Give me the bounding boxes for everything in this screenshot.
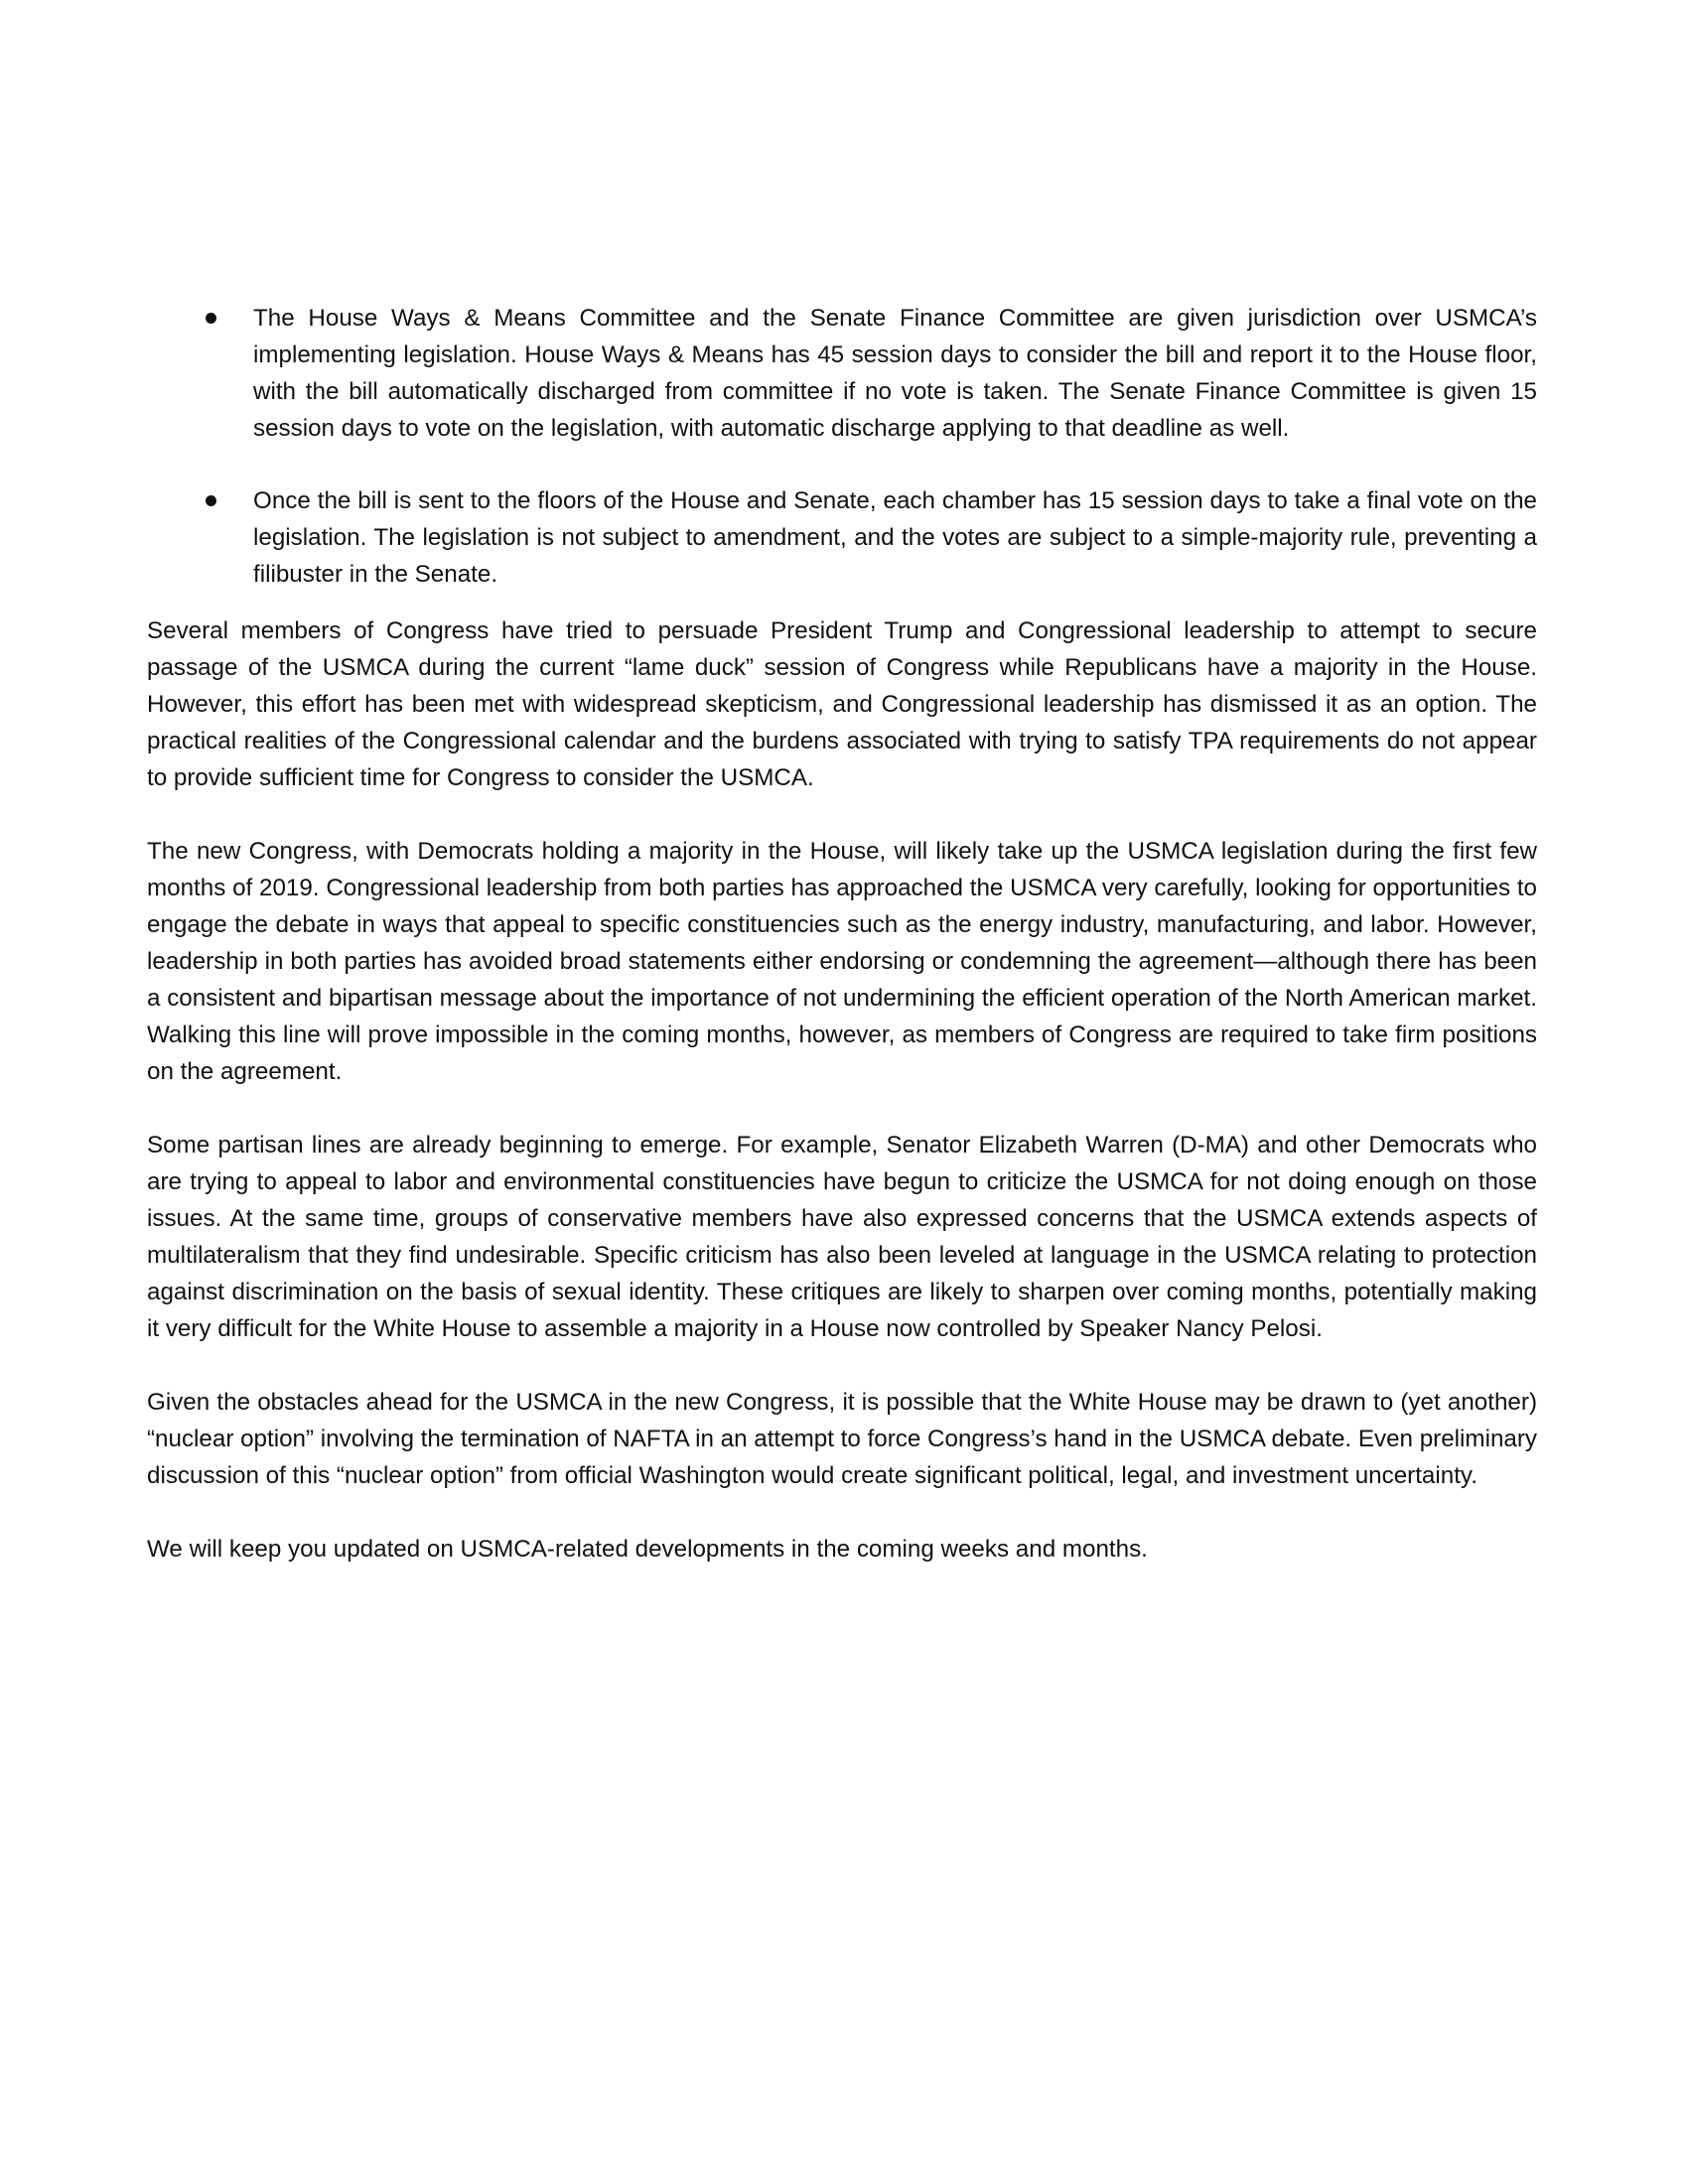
bullet-icon <box>206 313 216 324</box>
paragraph-new-congress: The new Congress, with Democrats holding a majority in the House, will likely take up the USMCA legislation during the first few months of 2019. Congressional leadership from both parties has approached the USMCA very carefully, looking for opportunities to engage the debate in ways that appeal to specific constituencies such as the energy industry, manufacturing, and labor. However, leadership in both parties has avoided broad statements either endorsing or condemning the agreement—although there has been a consistent and bipartisan message about the importance of not undermining the efficient operation of the North American market. Walking this line will prove impossible in the coming months, however, as members of Congress are required to take firm positions on the agreement. <box>147 838 1537 1085</box>
paragraph-nuclear-option: Given the obstacles ahead for the USMCA in the new Congress, it is possible that the White House may be drawn to (yet another) “nuclear option” involving the termination of NAFTA in an attempt to force Congress’s hand in the USMCA debate. Even preliminary discussion of this “nuclear option” from official Washington would create significant political, legal, and investment uncertainty. <box>147 1389 1538 1489</box>
bullet-text: The House Ways & Means Committee and the Senate Finance Committee are given jurisdiction over USMCA’s implementing legislation. House Ways & Means has 45 session days to consider the bill and report it to the House floor, with the bill automatically discharged from committee if no vote is taken. The Senate Finance Committee is given 15 session days to vote on the legislation, with automatic discharge applying to that deadline as well. <box>253 305 1537 442</box>
bullet-item-committee-jurisdiction <box>147 300 1537 447</box>
bullet-text: Once the bill is sent to the floors of the House and Senate, each chamber has 15 session days to take a final vote on the legislation. The legislation is not subject to amendment, and the votes are subject to a simple-majority rule, preventing a filibuster in the Senate. <box>253 487 1537 588</box>
document-page <box>147 300 1537 1604</box>
bullet-icon <box>206 495 216 506</box>
paragraph-partisan-lines: Some partisan lines are already beginning to emerge. For example, Senator Elizabeth Warren (D-MA) and other Democrats who are trying to appeal to labor and environmental constituencies have begun to criticize the USMCA for not doing enough on those issues. At the same time, groups of conservative members have also expressed concerns that the USMCA extends aspects of multilateralism that they find undesirable. Specific criticism has also been leveled at language in the USMCA relating to protection against discrimination on the basis of sexual identity. These critiques are likely to sharpen over coming months, potentially making it very difficult for the White House to assemble a majority in a House now controlled by Speaker Nancy Pelosi. <box>147 1132 1537 1342</box>
bullet-item-floor-vote <box>147 482 1537 593</box>
paragraph-closing: We will keep you updated on USMCA-related developments in the coming weeks and months. <box>147 1536 1148 1563</box>
bullet-list <box>147 300 1537 593</box>
paragraph-lame-duck: Several members of Congress have tried to persuade President Trump and Congressional leadership to attempt to secure passage of the USMCA during the current “lame duck” session of Congress while Republicans have a majority in the House. However, this effort has been met with widespread skepticism, and Congressional leadership has dismissed it as an option. The practical realities of the Congressional calendar and the burdens associated with trying to satisfy TPA requirements do not appear to provide sufficient time for Congress to consider the USMCA. <box>147 617 1537 791</box>
